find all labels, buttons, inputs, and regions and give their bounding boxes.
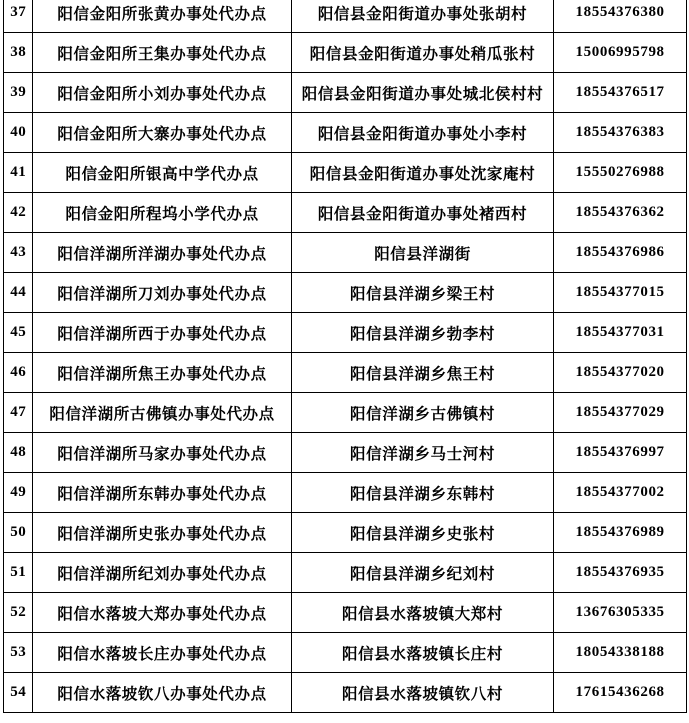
phone-cell[interactable]: 15006995798: [554, 33, 687, 73]
table-row: [4, 513, 687, 553]
address-cell[interactable]: 阳信县金阳街道办事处张胡村: [291, 0, 553, 33]
table-row: [4, 433, 687, 473]
row-number-cell[interactable]: 45: [4, 313, 33, 353]
address-cell[interactable]: 阳信县洋湖乡勃李村: [291, 313, 553, 353]
phone-cell[interactable]: 18554377002: [554, 473, 687, 513]
address-cell[interactable]: 阳信县洋湖乡东韩村: [291, 473, 553, 513]
address-cell[interactable]: 阳信县金阳街道办事处稍瓜张村: [291, 33, 553, 73]
phone-cell[interactable]: 18554376383: [554, 113, 687, 153]
table-row: [4, 0, 687, 33]
address-cell[interactable]: 阳信县洋湖乡梁王村: [291, 273, 553, 313]
address-cell[interactable]: 阳信县水落坡镇钦八村: [291, 673, 553, 713]
row-number-cell[interactable]: 43: [4, 233, 33, 273]
address-cell[interactable]: 阳信县洋湖乡纪刘村: [291, 553, 553, 593]
agency-name-cell[interactable]: 阳信洋湖所洋湖办事处代办点: [33, 233, 291, 273]
row-number-cell[interactable]: 42: [4, 193, 33, 233]
agency-name-cell[interactable]: 阳信洋湖所马家办事处代办点: [33, 433, 291, 473]
table-row: [4, 233, 687, 273]
phone-cell[interactable]: 18554376986: [554, 233, 687, 273]
row-number-cell[interactable]: 47: [4, 393, 33, 433]
table-row: [4, 193, 687, 233]
row-number-cell[interactable]: 53: [4, 633, 33, 673]
table-row: [4, 313, 687, 353]
agency-name-cell[interactable]: 阳信金阳所银高中学代办点: [33, 153, 291, 193]
phone-cell[interactable]: 18554377020: [554, 353, 687, 393]
address-cell[interactable]: 阳信县洋湖乡史张村: [291, 513, 553, 553]
table-row: [4, 353, 687, 393]
phone-cell[interactable]: 13676305335: [554, 593, 687, 633]
table-row: [4, 393, 687, 433]
row-number-cell[interactable]: 50: [4, 513, 33, 553]
agency-name-cell[interactable]: 阳信金阳所张黄办事处代办点: [33, 0, 291, 33]
phone-cell[interactable]: 18054338188: [554, 633, 687, 673]
phone-cell[interactable]: 18554376517: [554, 73, 687, 113]
phone-cell[interactable]: 18554377029: [554, 393, 687, 433]
row-number-cell[interactable]: 40: [4, 113, 33, 153]
agency-points-table: [3, 0, 687, 713]
address-cell[interactable]: 阳信县水落坡镇大郑村: [291, 593, 553, 633]
table-row: [4, 73, 687, 113]
address-cell[interactable]: 阳信县水落坡镇长庄村: [291, 633, 553, 673]
agency-name-cell[interactable]: 阳信水落坡长庄办事处代办点: [33, 633, 291, 673]
table-body: [4, 0, 687, 713]
agency-name-cell[interactable]: 阳信洋湖所纪刘办事处代办点: [33, 553, 291, 593]
agency-name-cell[interactable]: 阳信水落坡钦八办事处代办点: [33, 673, 291, 713]
phone-cell[interactable]: 18554376362: [554, 193, 687, 233]
table-row: [4, 33, 687, 73]
address-cell[interactable]: 阳信县金阳街道办事处褚西村: [291, 193, 553, 233]
row-number-cell[interactable]: 39: [4, 73, 33, 113]
table-row: [4, 553, 687, 593]
phone-cell[interactable]: 18554376989: [554, 513, 687, 553]
address-cell[interactable]: 阳信洋湖乡马士河村: [291, 433, 553, 473]
agency-name-cell[interactable]: 阳信洋湖所史张办事处代办点: [33, 513, 291, 553]
agency-name-cell[interactable]: 阳信金阳所大寨办事处代办点: [33, 113, 291, 153]
agency-name-cell[interactable]: 阳信水落坡大郑办事处代办点: [33, 593, 291, 633]
phone-cell[interactable]: 18554376997: [554, 433, 687, 473]
agency-name-cell[interactable]: 阳信金阳所王集办事处代办点: [33, 33, 291, 73]
agency-name-cell[interactable]: 阳信金阳所程坞小学代办点: [33, 193, 291, 233]
table-row: [4, 113, 687, 153]
row-number-cell[interactable]: 54: [4, 673, 33, 713]
address-cell[interactable]: 阳信县金阳街道办事处沈家庵村: [291, 153, 553, 193]
row-number-cell[interactable]: 41: [4, 153, 33, 193]
row-number-cell[interactable]: 49: [4, 473, 33, 513]
row-number-cell[interactable]: 51: [4, 553, 33, 593]
agency-name-cell[interactable]: 阳信洋湖所西于办事处代办点: [33, 313, 291, 353]
table-row: [4, 593, 687, 633]
row-number-cell[interactable]: 48: [4, 433, 33, 473]
phone-cell[interactable]: 18554376935: [554, 553, 687, 593]
table-row: [4, 633, 687, 673]
table-row: [4, 273, 687, 313]
address-cell[interactable]: 阳信县洋湖乡焦王村: [291, 353, 553, 393]
phone-cell[interactable]: 18554376380: [554, 0, 687, 33]
table-row: [4, 473, 687, 513]
phone-cell[interactable]: 18554377031: [554, 313, 687, 353]
address-cell[interactable]: 阳信洋湖乡古佛镇村: [291, 393, 553, 433]
row-number-cell[interactable]: 38: [4, 33, 33, 73]
address-cell[interactable]: 阳信县金阳街道办事处小李村: [291, 113, 553, 153]
row-number-cell[interactable]: 37: [4, 0, 33, 33]
phone-cell[interactable]: 17615436268: [554, 673, 687, 713]
phone-cell[interactable]: 15550276988: [554, 153, 687, 193]
row-number-cell[interactable]: 46: [4, 353, 33, 393]
table-row: [4, 153, 687, 193]
table-row: [4, 673, 687, 713]
agency-name-cell[interactable]: 阳信洋湖所东韩办事处代办点: [33, 473, 291, 513]
phone-cell[interactable]: 18554377015: [554, 273, 687, 313]
row-number-cell[interactable]: 52: [4, 593, 33, 633]
agency-name-cell[interactable]: 阳信洋湖所古佛镇办事处代办点: [33, 393, 291, 433]
agency-name-cell[interactable]: 阳信洋湖所刀刘办事处代办点: [33, 273, 291, 313]
address-cell[interactable]: 阳信县金阳街道办事处城北侯村村: [291, 73, 553, 113]
agency-name-cell[interactable]: 阳信金阳所小刘办事处代办点: [33, 73, 291, 113]
agency-name-cell[interactable]: 阳信洋湖所焦王办事处代办点: [33, 353, 291, 393]
row-number-cell[interactable]: 44: [4, 273, 33, 313]
address-cell[interactable]: 阳信县洋湖街: [291, 233, 553, 273]
